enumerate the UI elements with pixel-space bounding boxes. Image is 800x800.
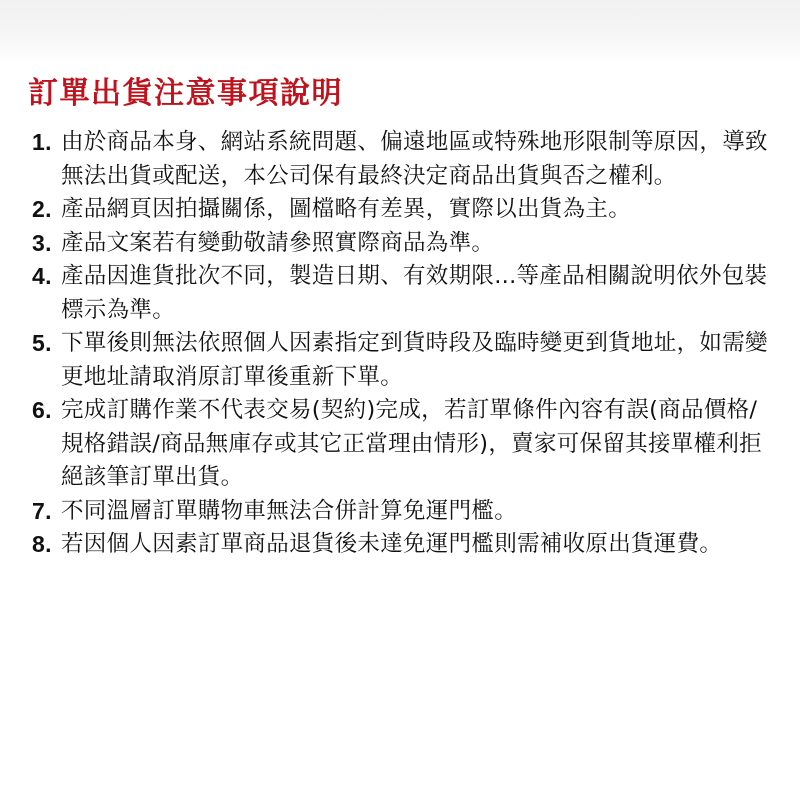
order-shipping-notice [28,74,773,562]
top-shadow-band [0,0,800,62]
notice-item-7 [28,495,773,529]
notice-item-6 [28,394,773,495]
notice-item-number: 6. [32,397,52,423]
notice-item-number: 3. [32,229,52,256]
notice-item-text: 產品網頁因拍攝關係，圖檔略有差異，實際以出貨為主。 [61,196,632,222]
notice-item-number: 5. [32,330,52,356]
notice-item-1 [28,126,773,193]
notice-item-text: 產品因進貨批次不同，製造日期、有效期限...等產品相關說明依外包裝標示為準。 [61,263,768,323]
notice-item-number: 8. [32,531,52,557]
notice-title: 訂單出貨注意事項說明 [28,76,343,111]
notice-item-text: 下單後則無法依照個人因素指定到貨時段及臨時變更到貨地址，如需變更地址請取消原訂單後重新下單。 [61,330,768,390]
notice-item-text: 產品文案若有變動敬請參照實際商品為準。 [61,229,495,256]
notice-item-8 [28,528,773,562]
notice-list [28,126,773,562]
notice-item-number: 4. [32,263,52,289]
notice-item-number: 1. [32,129,52,155]
notice-item-2 [28,193,773,227]
notice-item-number: 7. [32,497,52,524]
notice-item-text: 完成訂購作業不代表交易(契約)完成，若訂單條件內容有誤(商品價格/規格錯誤/商品無庫存或其它正當理由情形)，賣家可保留其接單權利拒絕該筆訂單出貨。 [61,397,762,490]
notice-item-3 [28,227,773,261]
notice-item-5 [28,327,773,394]
notice-item-text: 若因個人因素訂單商品退貨後未達免運門檻則需補收原出貨運費。 [61,531,723,557]
notice-item-text: 不同溫層訂單購物車無法合併計算免運門檻。 [61,497,518,524]
notice-item-text: 由於商品本身、網站系統問題、偏遠地區或特殊地形限制等原因，導致無法出貨或配送，本公司保有最終決定商品出貨與否之權利。 [61,129,768,189]
notice-item-number: 2. [32,196,52,222]
notice-item-4 [28,260,773,327]
